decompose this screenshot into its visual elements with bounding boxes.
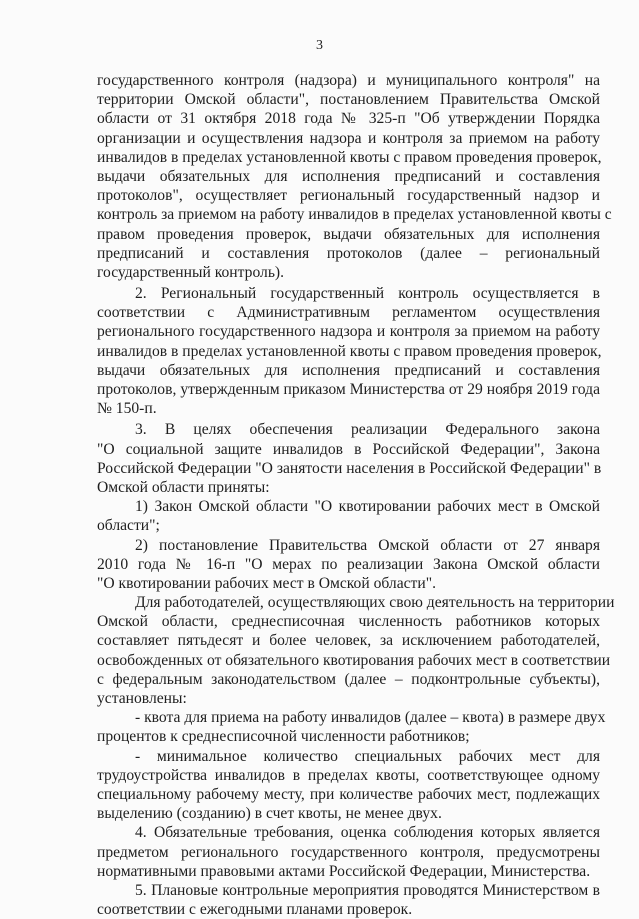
text-line: 2010 года № 16-п "О мерах по реализации Закона Омской области — [97, 555, 600, 573]
text-line: - квота для приема на работу инвалидов (далее – квота) в размере двух — [135, 709, 606, 727]
page-number: 3 — [316, 38, 323, 53]
text-line: области"; — [97, 517, 160, 535]
text-line: протоколов, утвержденным приказом Министерства от 29 ноября 2019 года — [97, 381, 600, 398]
text-line: - минимальное количество специальных рабочих мест для — [135, 747, 600, 765]
text-line: составляет пятьдесят и более человек, за исключением работодателей, — [97, 632, 600, 650]
text-line: с федеральным законодательством (далее – подконтрольные субъекты), — [97, 670, 600, 688]
text-line: 4. Обязательные требования, оценка соблюдения которых является — [135, 824, 600, 842]
text-line: Российской Федерации "О занятости населения в Российской Федерации" в — [97, 459, 602, 477]
paragraph — [97, 71, 612, 282]
text-line: Омской области приняты: — [97, 478, 270, 496]
text-line: 5. Плановые контрольные мероприятия проводятся Министерством в — [135, 881, 600, 899]
paragraph — [97, 420, 600, 497]
text-line: 2. Региональный государственный контроль осуществляется в — [135, 285, 600, 303]
text-line: 1) Закон Омской области "О квотировании рабочих мест в Омской — [135, 498, 600, 516]
text-line: соответствии с ежегодными планами проверок. — [97, 901, 413, 919]
paragraph — [97, 284, 600, 418]
text-line: процентов к среднесписочной численности работников; — [97, 728, 470, 746]
text-line: инвалидов в пределах установленной квоты с правом проведения проверок, — [97, 342, 602, 360]
paragraph — [97, 536, 600, 594]
text-line: регионального государственного надзора и контроля за приемом на работу — [97, 323, 600, 341]
text-line: специальному рабочему месту, при количестве рабочих мест, подлежащих — [97, 785, 600, 803]
text-line: Омской области, среднесписочная численность работников которых — [97, 613, 600, 631]
text-line: области от 31 октября 2018 года № 325-п "Об утверждении Порядка — [97, 110, 600, 128]
text-line: освобожденных от обязательного квотирования рабочих мест в соответствии — [97, 651, 611, 669]
text-line: выделению (созданию) в счет квоты, не менее двух. — [97, 805, 442, 823]
paragraph — [97, 708, 606, 746]
text-line: государственного контроля (надзора) и муниципального контроля" на — [97, 72, 600, 89]
text-line: выдачи обязательных для исполнения предписаний и составления — [97, 361, 600, 379]
text-line: предметом регионального государственного контроля, предусмотрены — [97, 843, 600, 861]
text-line: протоколов", осуществляет региональный государственный надзор и — [97, 187, 600, 205]
paragraph — [97, 881, 600, 919]
text-line: инвалидов в пределах установленной квоты с правом проведения проверок, — [97, 148, 602, 166]
paragraph — [97, 823, 600, 881]
text-line: территории Омской области", постановлением Правительства Омской — [97, 91, 600, 109]
text-line: соответствии с Административным регламентом осуществления — [97, 304, 600, 322]
text-line: установлены: — [97, 690, 187, 707]
paragraph — [97, 497, 600, 535]
text-line: 3. В целях обеспечения реализации Федерального закона — [135, 421, 600, 439]
paragraph — [97, 747, 600, 824]
text-line: организации и осуществления надзора и контроля за приемом на работу — [97, 129, 600, 147]
text-line: нормативными правовыми актами Российской Федерации, Министерства. — [97, 862, 591, 880]
text-line: "О социальной защите инвалидов в Российской Федерации", Закона — [97, 440, 600, 458]
text-line: Для работодателей, осуществляющих свою деятельность на территории — [135, 594, 615, 612]
paragraph — [97, 593, 615, 708]
text-line: 2) постановление Правительства Омской области от 27 января — [135, 536, 600, 554]
text-line: предписаний и составления протоколов (далее – региональный — [97, 244, 600, 262]
text-line: трудоустройства инвалидов в пределах квоты, соответствующее одному — [97, 766, 600, 784]
text-line: правом проведения проверок, выдачи обязательных для исполнения — [97, 225, 600, 243]
text-line: государственный контроль). — [97, 263, 285, 281]
text-line: № 150-п. — [97, 400, 157, 418]
text-line: контроль за приемом на работу инвалидов в пределах установленной квоты с — [97, 206, 612, 224]
document-body — [97, 71, 615, 919]
text-line: "О квотировании рабочих мест в Омской области". — [97, 574, 436, 592]
text-line: выдачи обязательных для исполнения предписаний и составления — [97, 167, 600, 185]
